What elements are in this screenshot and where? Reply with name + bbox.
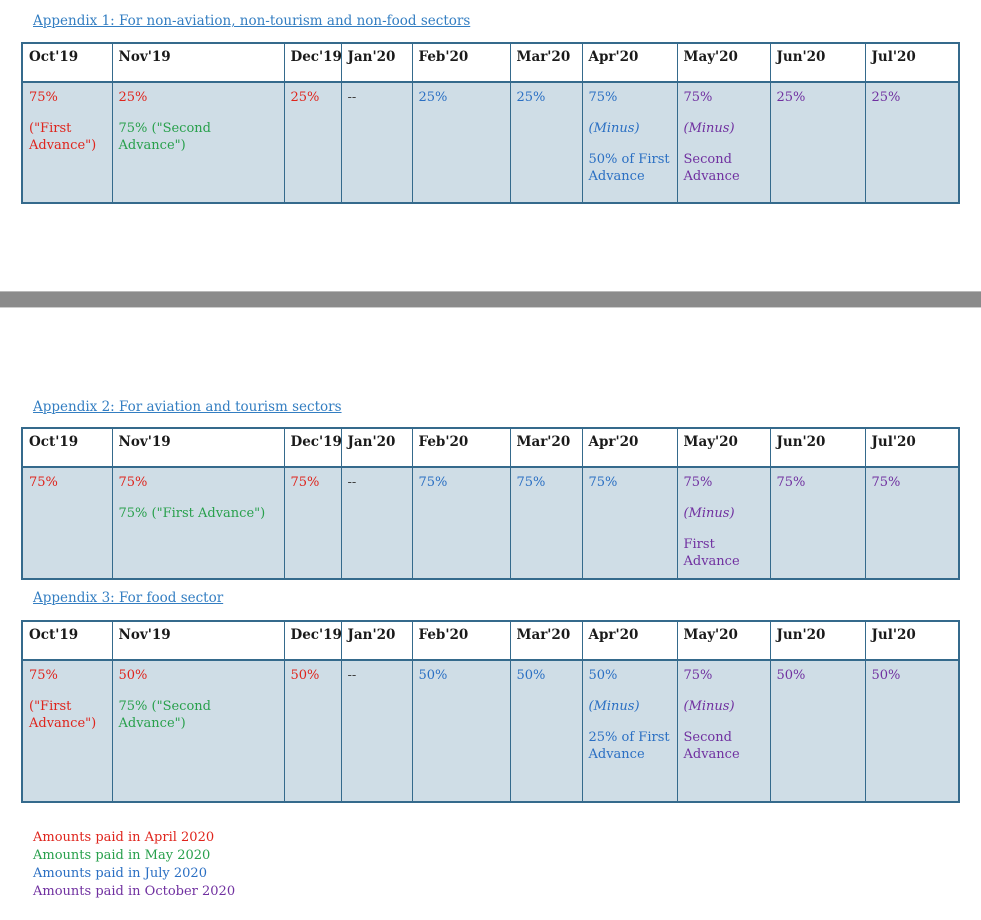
appendix-1-table bbox=[21, 42, 960, 204]
column-header: Jun'20 bbox=[770, 428, 865, 467]
column-header: Feb'20 bbox=[412, 428, 510, 467]
cell-paragraph: 75% bbox=[871, 475, 901, 490]
column-header: Nov'19 bbox=[112, 621, 284, 660]
cell-paragraph: 50% bbox=[418, 668, 448, 683]
table-cell bbox=[865, 467, 959, 579]
table-cell bbox=[770, 660, 865, 802]
table-cell bbox=[412, 660, 510, 802]
column-header: Jun'20 bbox=[770, 43, 865, 82]
cell-paragraph: 25% bbox=[776, 90, 806, 105]
cell-paragraph: ("First Advance") bbox=[29, 121, 97, 153]
appendix-2-table bbox=[21, 427, 960, 580]
column-header: Nov'19 bbox=[112, 428, 284, 467]
table-cell bbox=[510, 467, 582, 579]
cell-paragraph: 25% of First Advance bbox=[588, 730, 670, 762]
column-header: Jul'20 bbox=[865, 621, 959, 660]
table-cell bbox=[510, 660, 582, 802]
column-header: Oct'19 bbox=[22, 621, 112, 660]
cell-paragraph: Second Advance bbox=[683, 152, 740, 184]
cell-paragraph: 75% bbox=[776, 475, 806, 490]
cell-paragraph: 25% bbox=[516, 90, 546, 105]
column-header: May'20 bbox=[677, 43, 770, 82]
cell-paragraph: 50% bbox=[776, 668, 806, 683]
column-header: Mar'20 bbox=[510, 621, 582, 660]
table-cell bbox=[341, 660, 412, 802]
table-cell bbox=[582, 660, 677, 802]
cell-paragraph: 75% bbox=[29, 90, 58, 105]
page-break-separator bbox=[0, 291, 981, 308]
cell-paragraph: 75% bbox=[29, 475, 58, 490]
cell-paragraph: 75% ("Second Advance") bbox=[118, 699, 211, 731]
cell-paragraph: 75% ("First Advance") bbox=[118, 506, 266, 521]
cell-paragraph: 75% bbox=[683, 90, 713, 105]
cell-paragraph: 25% bbox=[418, 90, 448, 105]
table-cell bbox=[865, 660, 959, 802]
cell-paragraph: 50% bbox=[516, 668, 546, 683]
column-header: Oct'19 bbox=[22, 43, 112, 82]
cell-paragraph: 25% bbox=[871, 90, 901, 105]
cell-paragraph: 25% bbox=[290, 90, 320, 105]
table-cell bbox=[112, 467, 284, 579]
appendix-3-link[interactable]: Appendix 3: For food sector bbox=[33, 590, 224, 606]
cell-paragraph: 75% bbox=[683, 668, 713, 683]
column-header: Jul'20 bbox=[865, 43, 959, 82]
cell-paragraph: 50% bbox=[290, 668, 320, 683]
cell-paragraph: 50% bbox=[588, 668, 618, 683]
table-cell bbox=[112, 660, 284, 802]
column-header: Nov'19 bbox=[112, 43, 284, 82]
header-row bbox=[22, 621, 959, 660]
legend-item: Amounts paid in May 2020 bbox=[33, 848, 211, 863]
table-cell bbox=[284, 467, 341, 579]
table-cell bbox=[412, 82, 510, 203]
column-header: Mar'20 bbox=[510, 43, 582, 82]
cell-paragraph: 75% bbox=[290, 475, 320, 490]
column-header: Oct'19 bbox=[22, 428, 112, 467]
column-header: Jan'20 bbox=[341, 621, 412, 660]
cell-paragraph: -- bbox=[347, 475, 357, 490]
table-cell bbox=[412, 467, 510, 579]
column-header: Feb'20 bbox=[412, 43, 510, 82]
column-header: Mar'20 bbox=[510, 428, 582, 467]
cell-paragraph: 75% bbox=[29, 668, 58, 683]
cell-paragraph: (Minus) bbox=[588, 121, 640, 136]
cell-paragraph: Second Advance bbox=[683, 730, 740, 762]
table-cell bbox=[677, 660, 770, 802]
header-row bbox=[22, 43, 959, 82]
appendix-1-link[interactable]: Appendix 1: For non-aviation, non-tourism and non-food sectors bbox=[33, 13, 471, 29]
cell-paragraph: (Minus) bbox=[683, 506, 735, 521]
table-cell bbox=[865, 82, 959, 203]
table-cell bbox=[582, 82, 677, 203]
column-header: Apr'20 bbox=[582, 621, 677, 660]
cell-paragraph: (Minus) bbox=[683, 121, 735, 136]
cell-paragraph: (Minus) bbox=[683, 699, 735, 714]
cell-paragraph: 50% bbox=[118, 668, 148, 683]
column-header: May'20 bbox=[677, 621, 770, 660]
column-header: Jun'20 bbox=[770, 621, 865, 660]
table-cell bbox=[22, 660, 112, 802]
column-header: Apr'20 bbox=[582, 43, 677, 82]
table-cell bbox=[22, 82, 112, 203]
column-header: May'20 bbox=[677, 428, 770, 467]
legend-item: Amounts paid in October 2020 bbox=[33, 884, 236, 899]
table-cell bbox=[341, 467, 412, 579]
cell-paragraph: -- bbox=[347, 90, 357, 105]
table-row bbox=[22, 660, 959, 802]
legend-item: Amounts paid in July 2020 bbox=[33, 866, 207, 881]
table-cell bbox=[510, 82, 582, 203]
column-header: Dec'19 bbox=[284, 428, 341, 467]
cell-paragraph: First Advance bbox=[683, 537, 740, 569]
column-header: Apr'20 bbox=[582, 428, 677, 467]
table-row bbox=[22, 82, 959, 203]
document-page bbox=[0, 13, 981, 901]
table-cell bbox=[677, 467, 770, 579]
cell-paragraph: 75% bbox=[588, 475, 618, 490]
table-cell bbox=[770, 467, 865, 579]
column-header: Jul'20 bbox=[865, 428, 959, 467]
header-row bbox=[22, 428, 959, 467]
cell-paragraph: 25% bbox=[118, 90, 148, 105]
cell-paragraph: 75% ("Second Advance") bbox=[118, 121, 211, 153]
column-header: Jan'20 bbox=[341, 428, 412, 467]
legend bbox=[33, 829, 981, 901]
column-header: Feb'20 bbox=[412, 621, 510, 660]
column-header: Dec'19 bbox=[284, 621, 341, 660]
appendix-2-link[interactable]: Appendix 2: For aviation and tourism sectors bbox=[33, 399, 342, 415]
table-cell bbox=[112, 82, 284, 203]
table-cell bbox=[284, 660, 341, 802]
table-cell bbox=[284, 82, 341, 203]
cell-paragraph: 75% bbox=[588, 90, 618, 105]
cell-paragraph: 50% bbox=[871, 668, 901, 683]
cell-paragraph: ("First Advance") bbox=[29, 699, 97, 731]
table-row bbox=[22, 467, 959, 579]
cell-paragraph: 75% bbox=[683, 475, 713, 490]
table-cell bbox=[770, 82, 865, 203]
table-cell bbox=[22, 467, 112, 579]
column-header: Dec'19 bbox=[284, 43, 341, 82]
table-cell bbox=[677, 82, 770, 203]
cell-paragraph: 75% bbox=[118, 475, 148, 490]
table-cell bbox=[582, 467, 677, 579]
cell-paragraph: 75% bbox=[516, 475, 546, 490]
column-header: Jan'20 bbox=[341, 43, 412, 82]
cell-paragraph: 50% of First Advance bbox=[588, 152, 670, 184]
cell-paragraph: 75% bbox=[418, 475, 448, 490]
appendix-3-table bbox=[21, 620, 960, 803]
table-cell bbox=[341, 82, 412, 203]
cell-paragraph: -- bbox=[347, 668, 357, 683]
cell-paragraph: (Minus) bbox=[588, 699, 640, 714]
legend-item: Amounts paid in April 2020 bbox=[33, 830, 215, 845]
